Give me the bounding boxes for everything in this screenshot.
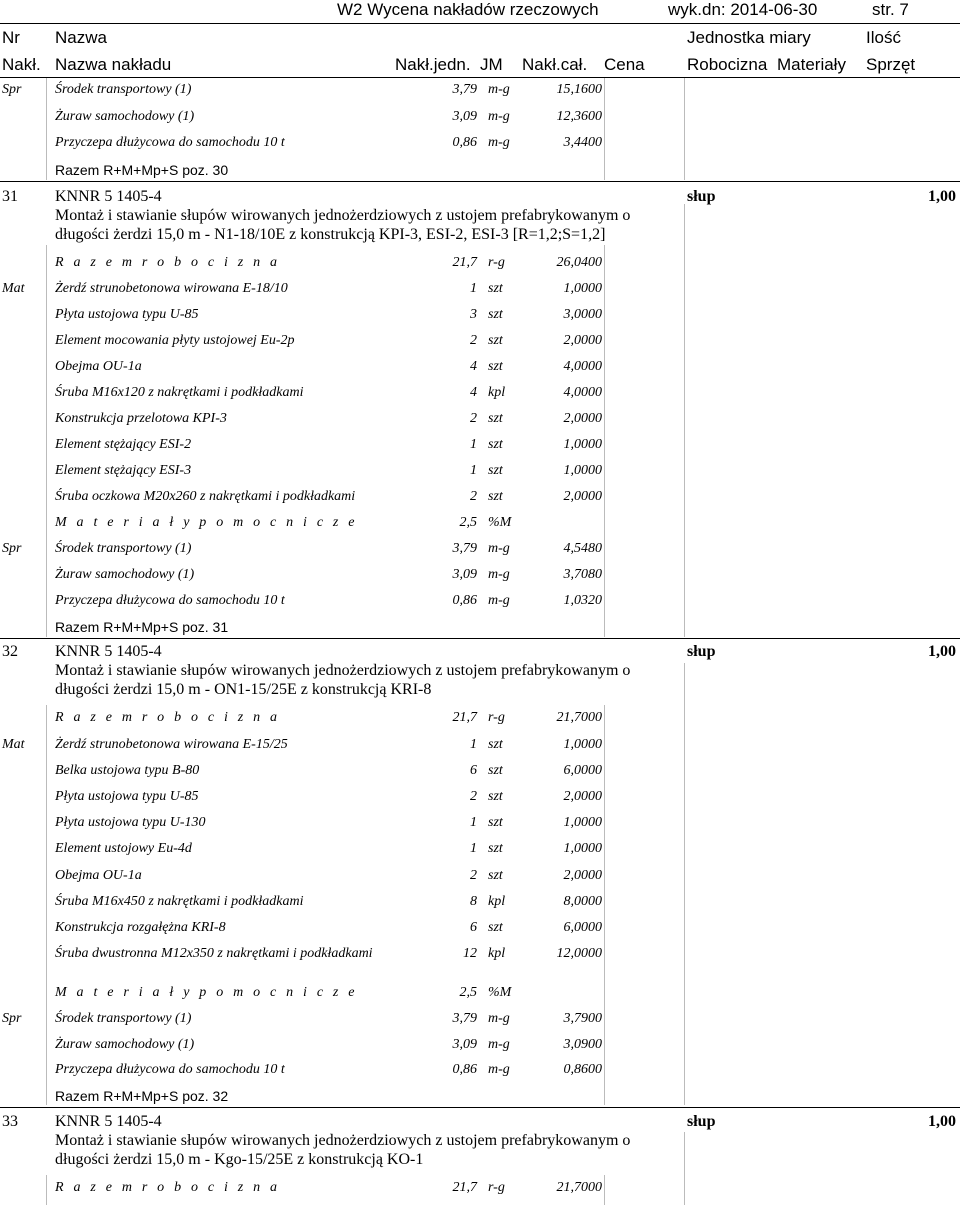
unit-consumption: 21,7: [452, 255, 477, 270]
total-consumption: 3,0900: [563, 1036, 602, 1052]
unit-of-measure: kpl: [488, 385, 506, 400]
total-consumption: 1,0320: [563, 593, 602, 608]
resource-name: Element mocowania płyty ustojowej Eu-2p: [55, 333, 295, 348]
unit-consumption: 3,09: [452, 567, 477, 582]
unit-of-measure: szt: [488, 763, 503, 779]
unit-consumption: 3,79: [452, 541, 477, 556]
total-consumption: 26,0400: [556, 255, 602, 270]
unit-of-measure: %M: [488, 515, 512, 530]
position-description: Montaż i stawianie słupów wirowanych jednożerdziowych z ustojem prefabrykowanym o: [55, 207, 631, 224]
unit-of-measure: m-g: [488, 593, 510, 608]
resource-name: Przyczepa dłużycowa do samochodu 10 t: [55, 135, 285, 150]
total-consumption: 2,0000: [563, 789, 602, 805]
position-quantity: 1,00: [928, 1113, 956, 1130]
col-sprzet: Sprzęt: [866, 55, 916, 74]
total-consumption: 3,0000: [563, 307, 602, 322]
total-consumption: 2,0000: [563, 411, 602, 426]
unit-of-measure: szt: [488, 789, 503, 805]
separator-col-cena-3: [604, 705, 605, 1105]
col-nakl: Nakł.: [2, 55, 41, 74]
unit-consumption: 2: [470, 411, 477, 426]
col-robocizna: Robocizna: [687, 55, 768, 74]
position-description: długości żerdzi 15,0 m - ON1-15/25E z konstrukcją KRI-8: [55, 681, 432, 698]
unit-consumption: 0,86: [452, 593, 477, 608]
catalog-code: KNNR 5 1405-4: [55, 1113, 162, 1130]
unit-consumption: 3,79: [452, 82, 477, 97]
resource-name: Środek transportowy (1): [55, 541, 192, 556]
separator-col-rob-3: [684, 663, 685, 1105]
unit-of-measure: szt: [488, 411, 503, 426]
position-description: Montaż i stawianie słupów wirowanych jednożerdziowych z ustojem prefabrykowanym o: [55, 662, 631, 679]
col-materialy: Materiały: [777, 55, 846, 74]
resource-name: Środek transportowy (1): [55, 1011, 192, 1026]
unit-consumption: 3,79: [452, 1011, 477, 1026]
unit-of-measure: szt: [488, 437, 503, 452]
resource-name: Śruba M16x450 z nakrętkami i podkładkami: [55, 893, 304, 909]
position-number: 32: [2, 643, 18, 660]
category-label-spr: Spr: [2, 541, 22, 556]
total-consumption: 3,7900: [563, 1011, 602, 1026]
page-number: str. 7: [872, 0, 909, 19]
unit-of-measure: szt: [488, 463, 503, 478]
report-title: W2 Wycena nakładów rzeczowych: [337, 0, 599, 19]
col-jednostka: Jednostka miary: [687, 28, 811, 47]
catalog-code: KNNR 5 1405-4: [55, 188, 162, 205]
total-consumption: 1,0000: [563, 463, 602, 478]
unit-of-measure: m-g: [488, 135, 510, 150]
unit-of-measure: szt: [488, 281, 503, 296]
resource-name: Płyta ustojowa typu U-130: [55, 815, 206, 831]
unit-of-measure: szt: [488, 489, 503, 504]
unit-of-measure: kpl: [488, 893, 506, 909]
position-number: 31: [2, 188, 18, 205]
col-nazwa: Nazwa: [55, 28, 107, 47]
unit-of-measure: szt: [488, 737, 503, 752]
resource-name: Przyczepa dłużycowa do samochodu 10 t: [55, 593, 285, 608]
resource-name: Żuraw samochodowy (1): [55, 109, 195, 124]
col-nr: Nr: [2, 28, 20, 47]
unit-of-measure: m-g: [488, 1011, 510, 1026]
unit-consumption: 1: [470, 281, 477, 296]
resource-name: Element ustojowy Eu-4d: [55, 841, 192, 857]
resource-name: Konstrukcja przelotowa KPI-3: [55, 411, 227, 426]
separator-col-cat: [46, 78, 47, 180]
col-nakl-cal: Nakł.cał.: [522, 55, 588, 74]
auxiliary-materials-label: M a t e r i a ł y p o m o c n i c z e: [55, 515, 358, 530]
unit-consumption: 1: [470, 737, 477, 752]
unit-consumption: 0,86: [452, 1062, 477, 1077]
position-description: Montaż i stawianie słupów wirowanych jednożerdziowych z ustojem prefabrykowanym o: [55, 1132, 631, 1149]
col-nazwa-nakladu: Nazwa nakładu: [55, 55, 172, 74]
unit-consumption: 2,5: [459, 515, 477, 530]
unit-of-measure: m-g: [488, 1062, 510, 1077]
unit-of-measure: szt: [488, 359, 503, 374]
position-quantity: 1,00: [928, 643, 956, 660]
separator-col-cat-2: [46, 245, 47, 637]
unit-of-measure: szt: [488, 333, 503, 348]
unit-consumption: 3,09: [452, 109, 477, 124]
resource-name: Konstrukcja rozgałężna KRI-8: [55, 919, 226, 935]
position-total-label: Razem R+M+Mp+S poz. 31: [55, 619, 229, 635]
unit-of-measure: szt: [488, 841, 503, 857]
unit-consumption: 8: [470, 893, 477, 909]
unit-consumption: 12: [463, 945, 477, 961]
resource-name: Płyta ustojowa typu U-85: [55, 307, 199, 322]
resource-name: Element stężający ESI-2: [55, 437, 192, 452]
resource-name: Żerdź strunobetonowa wirowana E-15/25: [55, 737, 288, 752]
resource-name: Żuraw samochodowy (1): [55, 1036, 195, 1052]
total-consumption: 3,4400: [563, 135, 602, 150]
total-consumption: 21,7000: [556, 1180, 602, 1195]
separator-col-cena-4: [604, 1175, 605, 1205]
unit-of-measure: r-g: [488, 710, 505, 725]
resource-name: Element stężający ESI-3: [55, 463, 192, 478]
total-consumption: 2,0000: [563, 333, 602, 348]
unit-of-measure: r-g: [488, 1180, 505, 1195]
resource-name: Obejma OU-1a: [55, 359, 142, 374]
total-consumption: 4,0000: [563, 385, 602, 400]
unit-of-measure: r-g: [488, 255, 505, 270]
total-consumption: 12,3600: [556, 109, 602, 124]
report-date: wyk.dn: 2014-06-30: [668, 0, 818, 19]
position-unit: słup: [687, 188, 716, 205]
unit-consumption: 6: [470, 763, 477, 779]
unit-of-measure: szt: [488, 307, 503, 322]
category-label-mat: Mat: [2, 737, 25, 752]
unit-consumption: 2: [470, 489, 477, 504]
total-consumption: 0,8600: [563, 1062, 602, 1077]
unit-consumption: 3: [470, 307, 477, 322]
unit-of-measure: szt: [488, 919, 503, 935]
position-total-label: Razem R+M+Mp+S poz. 32: [55, 1088, 229, 1104]
category-label-spr: Spr: [2, 1011, 22, 1026]
labor-total-label: R a z e m r o b o c i z n a: [55, 255, 281, 270]
category-label-mat: Mat: [2, 281, 25, 296]
unit-consumption: 0,86: [452, 135, 477, 150]
total-consumption: 6,0000: [563, 919, 602, 935]
position-separator: [0, 181, 960, 182]
separator-col-rob-4: [684, 1132, 685, 1205]
unit-of-measure: m-g: [488, 109, 510, 124]
category-label-spr: Spr: [2, 82, 22, 97]
total-consumption: 21,7000: [556, 710, 602, 725]
unit-of-measure: %M: [488, 985, 512, 1000]
unit-of-measure: m-g: [488, 567, 510, 582]
header-bottom-rule: [0, 77, 960, 78]
total-consumption: 12,0000: [556, 945, 602, 961]
unit-consumption: 6: [470, 919, 477, 935]
position-description: długości żerdzi 15,0 m - N1-18/10E z konstrukcją KPI-3, ESI-2, ESI-3 [R=1,2;S=1,2]: [55, 226, 606, 243]
unit-of-measure: m-g: [488, 1036, 510, 1052]
unit-consumption: 21,7: [452, 1180, 477, 1195]
unit-consumption: 2: [470, 867, 477, 883]
catalog-code: KNNR 5 1405-4: [55, 643, 162, 660]
total-consumption: 8,0000: [563, 893, 602, 909]
col-ilosc: Ilość: [866, 28, 901, 47]
resource-name: Żerdź strunobetonowa wirowana E-18/10: [55, 281, 288, 296]
total-consumption: 1,0000: [563, 437, 602, 452]
separator-col-cena: [604, 78, 605, 180]
col-jm: JM: [480, 55, 503, 74]
resource-name: Żuraw samochodowy (1): [55, 567, 195, 582]
total-consumption: 15,1600: [556, 82, 602, 97]
total-consumption: 2,0000: [563, 489, 602, 504]
total-consumption: 1,0000: [563, 737, 602, 752]
labor-total-label: R a z e m r o b o c i z n a: [55, 710, 281, 725]
position-unit: słup: [687, 1113, 716, 1130]
unit-consumption: 1: [470, 815, 477, 831]
position-total-label: Razem R+M+Mp+S poz. 30: [55, 162, 229, 178]
separator-col-cat-4: [46, 1175, 47, 1205]
unit-consumption: 2,5: [459, 985, 477, 1000]
position-number: 33: [2, 1113, 18, 1130]
unit-of-measure: m-g: [488, 541, 510, 556]
unit-consumption: 21,7: [452, 710, 477, 725]
total-consumption: 1,0000: [563, 815, 602, 831]
unit-consumption: 1: [470, 463, 477, 478]
resource-name: Środek transportowy (1): [55, 82, 192, 97]
position-unit: słup: [687, 643, 716, 660]
col-nakl-jedn: Nakł.jedn.: [395, 55, 471, 74]
separator-col-rob-2: [684, 204, 685, 637]
resource-name: Śruba dwustronna M12x350 z nakrętkami i podkładkami: [55, 945, 373, 961]
unit-of-measure: m-g: [488, 82, 510, 97]
position-description: długości żerdzi 15,0 m - Kgo-15/25E z konstrukcją KO-1: [55, 1151, 424, 1168]
total-consumption: 1,0000: [563, 281, 602, 296]
total-consumption: 1,0000: [563, 841, 602, 857]
unit-consumption: 1: [470, 437, 477, 452]
position-separator: [0, 1107, 960, 1108]
resource-name: Belka ustojowa typu B-80: [55, 763, 200, 779]
total-consumption: 2,0000: [563, 867, 602, 883]
unit-consumption: 4: [470, 385, 477, 400]
position-quantity: 1,00: [928, 188, 956, 205]
unit-of-measure: szt: [488, 867, 503, 883]
resource-name: Przyczepa dłużycowa do samochodu 10 t: [55, 1062, 285, 1077]
resource-name: Płyta ustojowa typu U-85: [55, 789, 199, 805]
header-top-rule: [0, 23, 960, 24]
total-consumption: 6,0000: [563, 763, 602, 779]
separator-col-cena-2: [604, 245, 605, 637]
total-consumption: 3,7080: [563, 567, 602, 582]
resource-name: Obejma OU-1a: [55, 867, 142, 883]
total-consumption: 4,0000: [563, 359, 602, 374]
unit-consumption: 4: [470, 359, 477, 374]
unit-of-measure: kpl: [488, 945, 506, 961]
resource-name: Śruba M16x120 z nakrętkami i podkładkami: [55, 385, 304, 400]
separator-col-rob: [684, 78, 685, 180]
unit-consumption: 2: [470, 789, 477, 805]
resource-name: Śruba oczkowa M20x260 z nakrętkami i podkładkami: [55, 489, 356, 504]
position-separator: [0, 638, 960, 639]
total-consumption: 4,5480: [563, 541, 602, 556]
unit-consumption: 3,09: [452, 1036, 477, 1052]
auxiliary-materials-label: M a t e r i a ł y p o m o c n i c z e: [55, 985, 358, 1000]
labor-total-label: R a z e m r o b o c i z n a: [55, 1180, 281, 1195]
col-cena: Cena: [604, 55, 645, 74]
unit-consumption: 1: [470, 841, 477, 857]
unit-consumption: 2: [470, 333, 477, 348]
separator-col-cat-3: [46, 705, 47, 1105]
unit-of-measure: szt: [488, 815, 503, 831]
